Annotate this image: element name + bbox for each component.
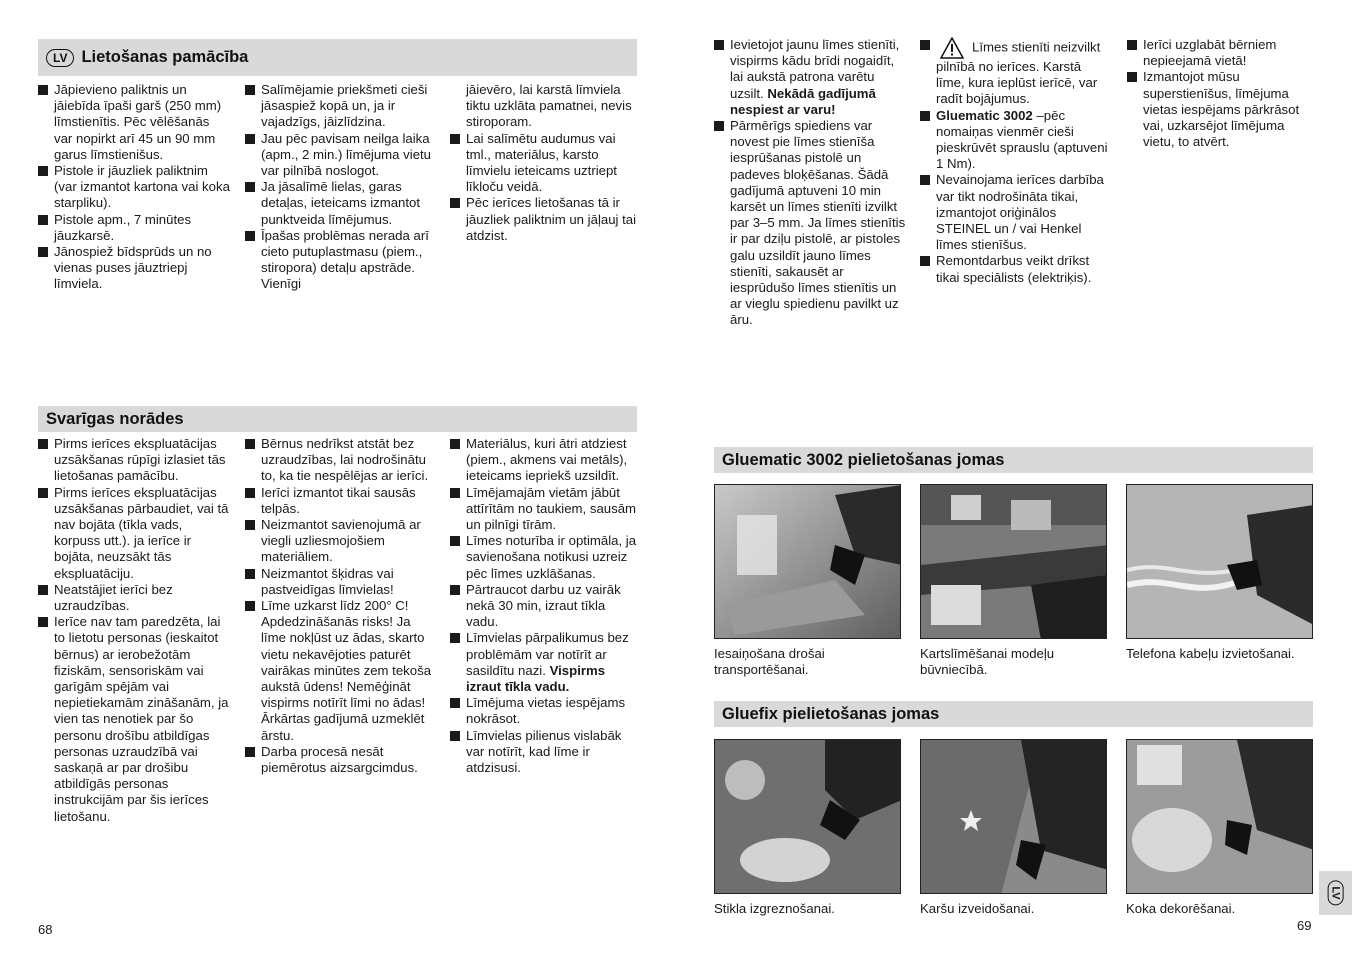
section-header-gluefix xyxy=(714,701,1313,727)
list-item: Jānospiež bīdsprūds un no vienas puses jāuztriepj līmviela. xyxy=(38,244,230,293)
list-item: Materiālus, kuri ātri atdziest (piem., akmens vai metāls), ieteicams iepriekš uzsildīt. xyxy=(450,436,640,485)
right-column-3 xyxy=(1127,37,1319,150)
language-side-tab xyxy=(1319,871,1352,915)
list-item: Īpašas problēmas nerada arī cieto putuplastmasu (piem., stiropora) detaļu apstrāde. Vienīgi xyxy=(245,228,435,293)
list-item: Neatstājiet ierīci bez uzraudzības. xyxy=(38,582,230,614)
list-item: Ierīci uzglabāt bērniem nepieejamā vietā! xyxy=(1127,37,1319,69)
item-bold-text: Gluematic 3002 xyxy=(936,107,1033,123)
list-item: Līmējuma vietas iespējams nokrāsot. xyxy=(450,695,640,727)
list-item: Līmējamajām vietām jābūt attīrītām no taukiem, sausām un pilnīgi tīrām. xyxy=(450,485,640,534)
right-column-1 xyxy=(714,37,906,329)
photo-telephone-cable xyxy=(1126,484,1313,639)
list-item: Pistole ir jāuzliek paliktnim (var izmantot kartona vai koka starpliku). xyxy=(38,163,230,212)
list-item xyxy=(920,108,1110,173)
list-item: Lai salīmētu audumus vai tml., materiālus, karsto līmvielu ieteicams uztriept līkloču veidā. xyxy=(450,131,640,196)
list-item xyxy=(450,630,640,695)
section-header-gluematic xyxy=(714,447,1313,473)
notes-column-2 xyxy=(245,436,435,776)
item-text: –pēc nomaiņas vienmēr cieši pieskrūvēt sprauslu (aptuveni 1 Nm). xyxy=(936,107,1108,172)
list-item: Nevainojama ierīces darbība var tikt nodrošināta tikai, izmantojot oriģinālos STEINEL un / vai Henkel līmes stienīšus. xyxy=(920,172,1110,253)
section-title: Svarīgas norādes xyxy=(46,409,184,428)
section-header-notes xyxy=(38,406,637,432)
photo-wood-decoration xyxy=(1126,739,1313,894)
usage-column-2 xyxy=(245,82,435,293)
page-number-right: 69 xyxy=(1297,918,1312,933)
list-item: Bērnus nedrīkst atstāt bez uzraudzības, lai nodrošinātu to, ka tie nespēlējas ar ierīci. xyxy=(245,436,435,485)
list-item xyxy=(714,37,906,118)
caption: Kartslīmēšanai modeļu būvniecībā. xyxy=(920,646,1055,677)
caption: Koka dekorēšanai. xyxy=(1126,901,1236,916)
photo-card-making xyxy=(920,739,1107,894)
list-item: Ierīce nav tam paredzēta, lai to lietotu personas (ieskaitot bērnus) ar ierobežotām fiziskām, sensoriskām vai garīgām spējām vai nepietiekamām zināšanām, ja vien tas nenotiek par šo personu drošību atbildīgas personas uzraudzībā vai saskaņā ar par drošibu atbildīgās personas instrukcijām par šis ierīces lietošanu. xyxy=(38,614,230,825)
item-bold-text: Vispirms izraut tīkla vadu. xyxy=(466,662,606,695)
list-item: Pistole apm., 7 minūtes jāuzkarsē. xyxy=(38,212,230,244)
usage-column-1 xyxy=(38,82,230,293)
caption: Stikla izgreznošanai. xyxy=(714,901,835,916)
caption: Telefona kabeļu izvietošanai. xyxy=(1126,646,1295,661)
list-item: Darba procesā nesāt piemērotus aizsargcimdus. xyxy=(245,744,435,776)
list-item: Līmvielas pilienus vislabāk var notīrīt, kad līme ir atdzisusi. xyxy=(450,728,640,777)
list-item: Līme uzkarst līdz 200° C! Apdedzināšanās risks! Ja līme nokļūst uz ādas, skarto vietu nekavējoties paturēt vairākas minūtes zem tekoša aukstā ūdens! Nemēģināt vispirms notīrīt līmi no ādas! Ārkārtas gadījumā uzmeklēt ārstu. xyxy=(245,598,435,744)
notes-column-3 xyxy=(450,436,640,776)
section-title: Lietošanas pamācība xyxy=(81,48,249,66)
caption: Iesaiņošana drošai transportēšanai. xyxy=(714,646,825,677)
photo-glass-decoration xyxy=(714,739,901,894)
list-item: Līmes noturība ir optimāla, ja savienošana notikusi uzreiz pēc līmes uzklāšanas. xyxy=(450,533,640,582)
list-item: Pēc ierīces lietošanas tā ir jāuzliek paliktnim un jāļauj tai atdzist. xyxy=(450,195,640,244)
list-item: Salīmējamie priekšmeti cieši jāsaspiež kopā un, ja ir vajadzīgs, jāizlīdzina. xyxy=(245,82,435,131)
right-column-2 xyxy=(920,37,1110,286)
list-item: Ja jāsalīmē lielas, garas detaļas, ieteicams izmantot punktveida līmējumus. xyxy=(245,179,435,228)
list-item: Jau pēc pavisam neilga laika (apm., 2 min.) līmējuma vietu var pilnībā noslogot. xyxy=(245,131,435,180)
warning-triangle-icon xyxy=(940,37,964,59)
section-header-usage xyxy=(38,39,637,76)
language-badge: LV xyxy=(46,49,74,67)
item-text: Līmvielas pārpalikumus bez problēmām var notīrīt ar sasildītu nazi. xyxy=(466,630,629,678)
warning-item xyxy=(920,37,1110,108)
item-text: Ievietojot jaunu līmes stienīti, vispirms kādu brīdi nogaidīt, lai aukstā patrona varētu uzsilt. xyxy=(730,37,900,101)
list-item: Remontdarbus veikt drīkst tikai speciālists (elektriķis). xyxy=(920,253,1110,285)
list-item: Pārtraucot darbu uz vairāk nekā 30 min, izraut tīkla vadu. xyxy=(450,582,640,631)
list-item: Pirms ierīces ekspluatācijas uzsākšanas pārbaudiet, vai tā nav bojāta (tīkla vads, korpuss utt.). ja ierīce ir bojāta, neuzsākt tās ekspluatāciju. xyxy=(38,485,230,582)
language-badge: LV xyxy=(1328,880,1344,905)
notes-column-1 xyxy=(38,436,230,825)
page-number-left: 68 xyxy=(38,922,53,937)
list-item: Pirms ierīces ekspluatācijas uzsākšanas rūpīgi izlasiet tās lietošanas pamācību. xyxy=(38,436,230,485)
photo-model-building xyxy=(920,484,1107,639)
list-item: Neizmantot šķidras vai pastveidīgas līmvielas! xyxy=(245,566,435,598)
section-title: Gluefix pielietošanas jomas xyxy=(722,704,940,723)
warning-text: Līmes stienīti neizvilkt pilnībā no ierīces. Karstā līme, kura ieplūst ierīcē, var radīt bojājumus. xyxy=(936,39,1101,107)
caption: Karšu izveidošanai. xyxy=(920,901,1035,916)
list-item: Neizmantot savienojumā ar viegli uzliesmojošiem materiāliem. xyxy=(245,517,435,566)
list-item-continued: jāievēro, lai karstā līmviela tiktu uzklāta pamatnei, nevis stiroporam. xyxy=(466,82,632,130)
list-item: Ierīci izmantot tikai sausās telpās. xyxy=(245,485,435,517)
usage-column-3 xyxy=(450,82,640,244)
list-item: Izmantojot mūsu superstienīšus, līmējuma vietas iespējams pārkrāsot vai, uzkarsējot līmējuma vietu, to atvērt. xyxy=(1127,69,1319,150)
section-title: Gluematic 3002 pielietošanas jomas xyxy=(722,450,1005,469)
item-bold-text: Nekādā gadījumā nespiest ar varu! xyxy=(730,85,876,117)
photo-packaging xyxy=(714,484,901,639)
list-item: Pārmērīgs spiediens var novest pie līmes stienīša iesprūšanas pistolē un padeves bloķēšanas. Šādā gadījumā aptuveni 10 min karsēt un līmes stienīti izvilkt par 3–5 mm. Ja līmes stienītis ir par dziļu pistolē, ar pistoles galu uzsildīt jauno līmes stienīti, sakausēt ar iesprūdušo līmes stienītis un ar vieglu spiedienu pavilkt uz āru. xyxy=(714,118,906,329)
list-item: Jāpievieno paliktnis un jāiebīda īpaši garš (250 mm) līmstienītis. Pēc vēlēšanās var nopirkt arī 45 un 90 mm garus līmstienišus. xyxy=(38,82,230,163)
